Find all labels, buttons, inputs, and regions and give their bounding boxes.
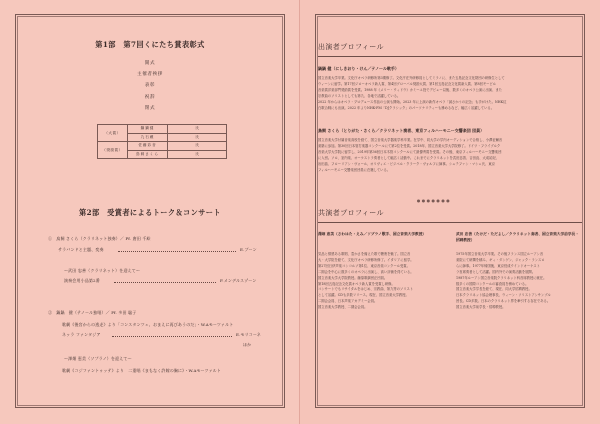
- awardee-table: [97, 124, 227, 159]
- guest-note: 〜武田 忠善（クラリネット）を迎えて〜: [64, 268, 141, 273]
- leader-dots: [118, 251, 236, 252]
- awardee-name: 鍋鍋健: [128, 125, 168, 134]
- composer: E.ブーン: [240, 247, 257, 252]
- honorific: 氏: [168, 133, 227, 142]
- guests-title: 共演者プロフィール: [318, 209, 384, 217]
- agenda-item: 閉式: [144, 105, 156, 111]
- part2-title: 第2部 受賞者によるトーク＆コンサート: [79, 208, 221, 217]
- ceremony-agenda: [0, 58, 300, 114]
- program-piece: 歌劇《後宮からの逃走》より「コンスタンツェ、おまえに再びあうのだ」・W.Aモーツァルト: [62, 322, 234, 327]
- leader-dots: [112, 336, 232, 337]
- part1-title: 第1部 第7回くにたち賞表彰式: [95, 40, 205, 49]
- performer-1-heading: ① 鳥飼 さくら（クラリネット独奏）／ Pf. 唐田 千絵: [48, 236, 151, 241]
- awardee-name: 佐藤彩音: [128, 142, 168, 151]
- leader-dots: [114, 282, 216, 283]
- guest-name: 武田 忠善（たけだ・ただよし／クラリネット奏者、国立音楽大学前学長・招聘教授）: [456, 232, 579, 242]
- guest-bio: 気品と情感ある歌唱、豊かさを備えた歌で聴衆を魅了。国立音 大・大学院を経て、文化庁オペラ研修所修了。イタリアに留学。 第27回日伊声楽コンコルソ第1位、東京音楽コンクール受賞。 二期会を中心に数多くのオペラに出演し、高い評価を得ている。 国立音楽大学大学院教授。藤原歌劇団正団員。 第18回五島記念文化賞オペラ新人賞を受賞し研修。 コンサートでもリサイタルをはじめ、宗教曲、第九等のソリスト として活躍。CDも多数リリース。現在、国立音楽大学教授。 二期会会員、日本声楽アカデミー会員。 国立音楽大学教授、二期会会員。: [318, 252, 414, 310]
- program-piece: サラバンドと主題、変奏: [58, 247, 104, 252]
- honorific: 氏: [168, 125, 227, 134]
- performer-2-heading: ② 鍋鍋 健（テノール独唱）／ Pf. 多田 聡子: [48, 310, 137, 315]
- awardee-name: 九石蔵: [128, 133, 168, 142]
- composer: F.メンデルスゾーン: [220, 278, 257, 283]
- guest-name: 澤畑 恵美（さわはた・えみ／ソプラノ歌手、国立音楽大学教授）: [318, 232, 427, 236]
- profiles-title: 出演者プロフィール: [318, 43, 384, 51]
- section-separator: ●●●●●●●: [416, 198, 452, 203]
- program-piece: 歌劇《コジファントゥッテ》より 二重唱《まもなく許嫁の胸に》・W.Aモーツァルト: [62, 368, 222, 373]
- guest-note: 〜澤畑 恵美（ソプラノ）を迎えて〜: [64, 356, 132, 361]
- program-note: ほか: [243, 342, 252, 347]
- honorific: 氏: [168, 150, 227, 159]
- agenda-item: 開式: [144, 61, 156, 66]
- guests-rule: [318, 222, 582, 223]
- profile-bio: 国立音楽大学卒業。文化庁オペラ研修所第3期修了。文化庁在外研修員としてミラノに、また五島記念文化財団の研修生として ウィーンに留学。第17回ジローオペラ新人賞、第4回グローバル奨励大賞、第1回五島記念文化賞新人賞、第8回モービル 音楽賞洋楽部門奨励賞を受賞。1988 年《メリー・ウィドウ》カミーユ役でデビュー以後、数多くのオペラ公演に出演、また 宗教曲のソリストとしても第九、各地で活躍している。 2022 年からはオペラ・プロデュース作品の公演も開始。2023 年に上演の新作オペラ「誠さかうの記念」も手がけた。NHK紅 白歌合戦にも出演。2022 年よりNHK-FM「DJクラシック」のパーソナリティーも務めるなど、幅広く活躍している。: [318, 76, 507, 110]
- profile-name: 鳥飼 さくら（とりがた・さくら／クラリネット奏者、東京フィルハーモニー交響楽団 団員）: [318, 128, 485, 133]
- awardee-name: 鳥飼さくら: [128, 150, 168, 159]
- agenda-item: 表彰: [144, 83, 156, 89]
- program-piece: ネッラ ファンタジア: [62, 332, 101, 337]
- table-row: [98, 125, 227, 134]
- honorific: 氏: [168, 142, 227, 151]
- composer: E.モリコーネ: [236, 332, 261, 337]
- agenda-item: 祝辞: [144, 94, 156, 100]
- award-category: （大賞）: [98, 125, 128, 142]
- table-row: [98, 142, 227, 151]
- award-category: （奨励賞）: [98, 142, 128, 159]
- program-piece: 演奏会用小品第2番: [64, 278, 100, 283]
- profile-bio: 国立音楽大学付属音楽高校を経て、国立音楽大学器楽学科卒業。在学中、同大学の学内オーディションで合格し、小澤征爾音 楽塾に参加。第30回日本管打楽器コンクールにて第2位を受賞。2018年、国立音楽大学大学院修了。ドイツ・フライブルク 音楽大学大学院に留学し、2019年第36回日本木管コンクールにて最優秀賞を受賞。その後、東京フィルハーモニー交響楽団 に入団。ソロ、室内楽、オーケストラ奏者として幅広く活動中。これまでにクラリネットを武田忠善、吉田直、大成祐紀、 岩田晶、フローリアン・ヴォール、オリヴィエ・ビジベル・クラーク・ヴォルフに師事。シュテファン・マシェ氏、東京 フィルハーモニー交響楽団団員に在籍している。: [318, 138, 503, 172]
- agenda-item: 主催者挨拶: [137, 72, 163, 78]
- guest-bio: 1975年国立音楽大学卒業。その後フランス国立ルーアン音 楽院にて研鑽を積み、ギィ・ダンゲン、ジャック・ランスロ らに師事。1977年帰国後、東京佼成ウインドオーケスト ラ首席奏者として活躍。国内外での演奏活動を展開。 1987年ルーアン国立音楽院クラリネット科首席教授に就任。 数多くの国際コンクールの審査員を務めている。 国立音楽大学学長を経て、現在、同大学招聘教授。 日本クラリネット協会理事長、ウィーン・ソリストアンサンブル 団長。CD多数。日本のクラリネット界を牽引する存在である。 国立音楽大学前学長・招聘教授。: [456, 252, 551, 310]
- profiles-rule: [318, 56, 582, 57]
- profile-name: 鍋鍋 健（にしきおり・けん／テノール歌手）: [318, 66, 399, 71]
